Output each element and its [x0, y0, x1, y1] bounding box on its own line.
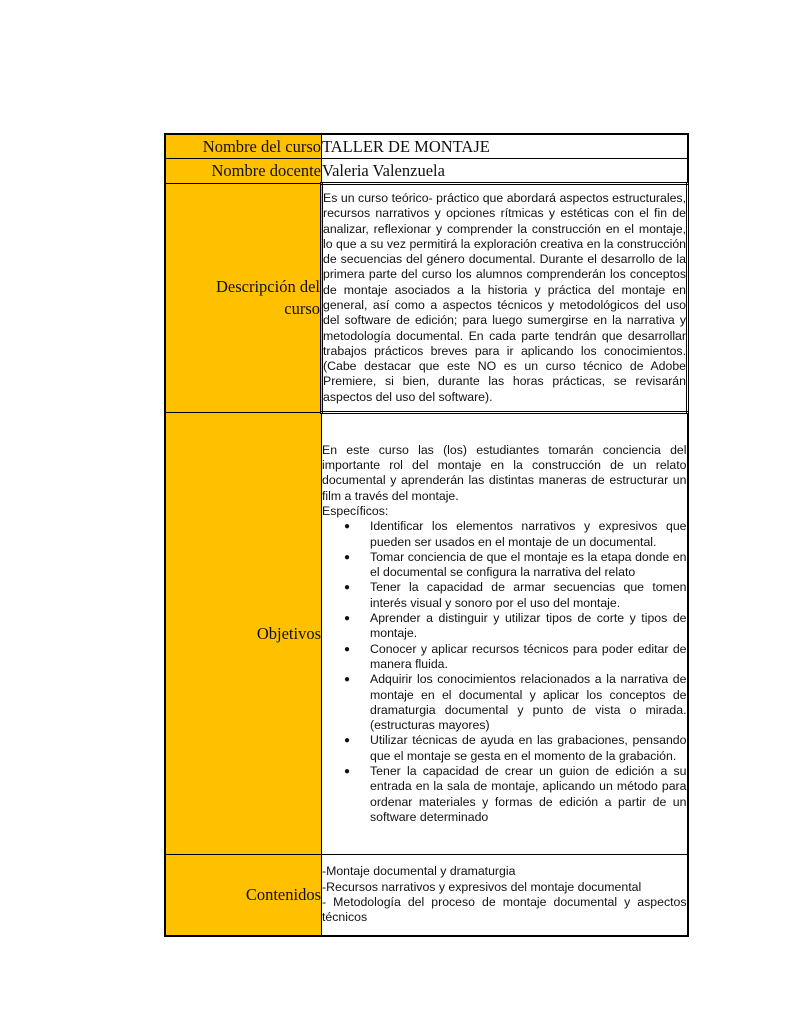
description-row: [165, 184, 688, 413]
objectives-list: [322, 519, 687, 825]
course-table: [164, 133, 689, 937]
objective-item: ● Identificar los elementos narrativos y expresivos que pueden ser usados en el montaje de un documental.: [370, 519, 687, 550]
objective-item: ● Utilizar técnicas de ayuda en las grabaciones, pensando que el montaje se gesta en el momento de la grabación.: [370, 733, 687, 764]
teacher-label: Nombre docente: [165, 159, 322, 184]
contents-text: [322, 855, 688, 937]
objectives-text: [322, 413, 688, 855]
objective-item: ● Conocer y aplicar recursos técnicos para poder editar de manera fluida.: [370, 642, 687, 673]
contents-row: [165, 855, 688, 937]
objective-item: ● Tener la capacidad de crear un guion de edición a su entrada en la sala de montaje, aplicando un método para ordenar materiales y formas de edición a partir de un software determinado: [370, 764, 687, 825]
description-paragraph: Es un curso teórico- práctico que abordará aspectos estructurales, recursos narrativos y opciones rítmicas y estéticas con el fin de analizar, reflexionar y comprender la construcción en el montaje, lo que a su vez permitirá la exploración creativa en la construcción de secuencias del género documental. Durante el desarrollo de la primera parte del curso los alumnos comprenderán los conceptos de montaje asociados a la historia y práctica del montaje en general, así como a aspectos técnicos y metodológicos del uso del software de edición; para luego sumergirse en la narrativa y metodología documental. En cada parte tendrán que desarrollar trabajos prácticos breves para ir aplicando los conocimientos. (Cabe destacar que este NO es un curso técnico de Adobe Premiere, si bien, durante las horas prácticas, se revisarán aspectos del uso del software).: [323, 190, 686, 404]
objective-item: ● Aprender a distinguir y utilizar tipos de corte y tipos de montaje.: [370, 611, 687, 642]
objectives-label: Objetivos: [165, 413, 322, 855]
description-text: [322, 184, 688, 413]
objectives-row: [165, 413, 688, 855]
contents-item: -Recursos narrativos y expresivos del montaje documental: [322, 879, 642, 894]
description-label-line-2: curso: [284, 299, 320, 318]
teacher-value: Valeria Valenzuela: [322, 159, 688, 184]
course-name-label: Nombre del curso: [165, 134, 322, 159]
course-name-value: TALLER DE MONTAJE: [322, 134, 688, 159]
contents-item: - Metodología del proceso de montaje documental y aspectos técnicos: [322, 895, 687, 925]
description-label-line-1: Descripción del: [215, 277, 320, 296]
objective-item: ● Tomar conciencia de que el montaje es la etapa donde en el documental se configura la narrativa del relato: [370, 550, 687, 581]
objectives-specific-label: Específicos:: [322, 503, 389, 518]
objectives-intro: En este curso las (los) estudiantes tomarán conciencia del importante rol del montaje en la construcción de un relato documental y aprenderán las distintas maneras de estructurar un film a través del montaje.: [322, 442, 687, 503]
teacher-row: [165, 159, 688, 184]
objective-item: ● Adquirir los conocimientos relacionados a la narrativa de montaje en el documental y aplicar los conceptos de dramaturgia documental y punto de vista o mirada. (estructuras mayores): [370, 672, 687, 733]
contents-item: -Montaje documental y dramaturgia: [322, 864, 516, 879]
course-name-row: [165, 134, 688, 159]
objective-item: ● Tener la capacidad de armar secuencias que tomen interés visual y sonoro por el uso del montaje.: [370, 580, 687, 611]
description-label: [165, 184, 322, 413]
contents-label: Contenidos: [165, 855, 322, 937]
